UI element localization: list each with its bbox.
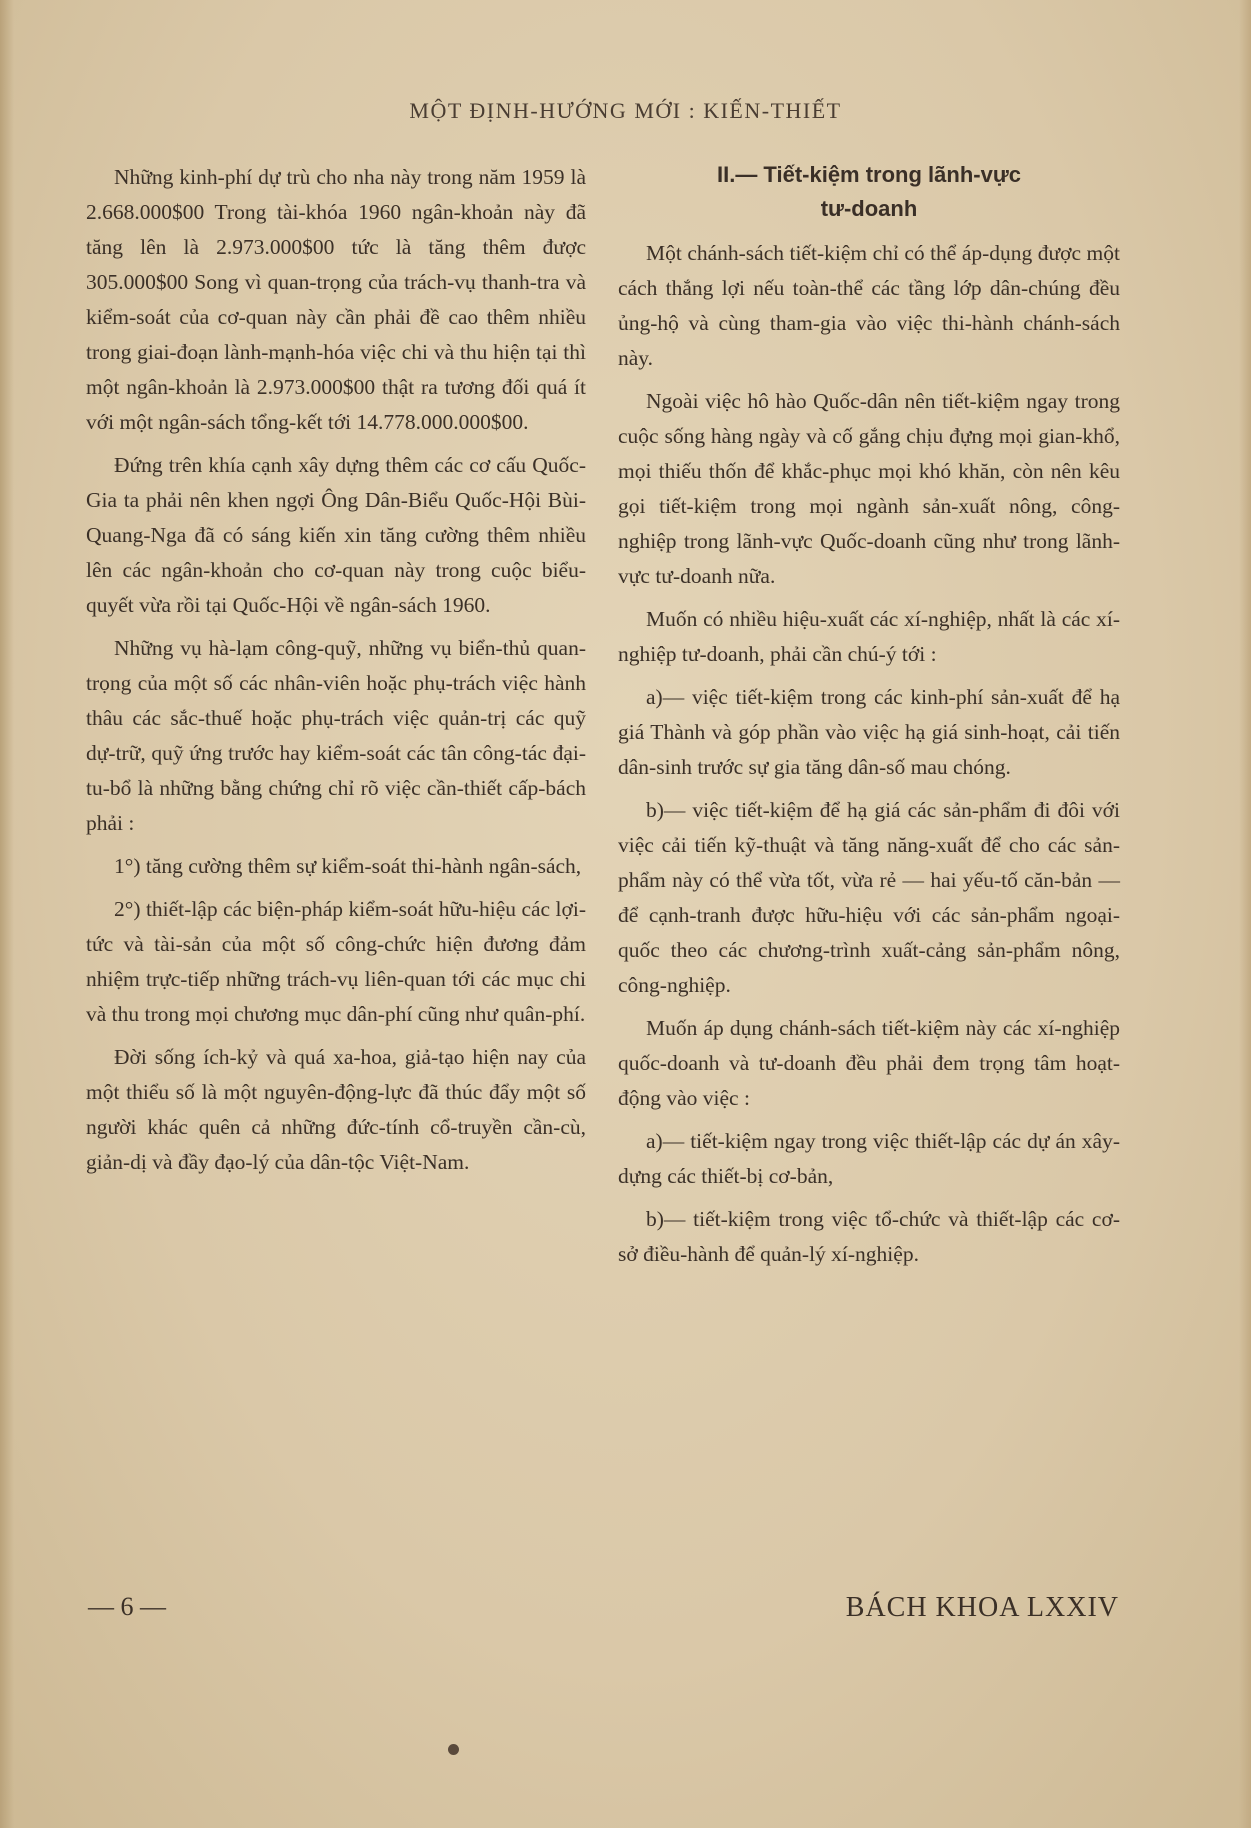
magazine-title: BÁCH KHOA LXXIV [845,1592,1119,1623]
paragraph: Đứng trên khía cạnh xây dựng thêm các cơ cấu Quốc-Gia ta phải nên khen ngợi Ông Dân-Biểu Quốc-Hội Bùi-Quang-Nga đã có sáng kiến xin tăng cường thêm nhiều lên các ngân-khoản cho cơ-quan này trong cuộc biểu-quyết vừa rồi tại Quốc-Hội về ngân-sách 1960. [86,453,586,617]
paragraph: Ngoài việc hô hào Quốc-dân nên tiết-kiệm ngay trong cuộc sống hàng ngày và cố gắng chịu đựng mọi gian-khổ, mọi thiếu thốn để khắc-phục mọi khó khăn, còn nên kêu gọi tiết-kiệm trong mọi ngành sản-xuất nông, công-nghiệp trong lãnh-vực Quốc-doanh cũng như trong lãnh-vực tư-doanh nữa. [618,389,1120,588]
paragraph: Muốn áp dụng chánh-sách tiết-kiệm này các xí-nghiệp quốc-doanh và tư-doanh đều phải đem trọng tâm hoạt-động vào việc : [618,1016,1120,1110]
running-header: MỘT ĐỊNH-HƯỚNG MỚI : KIẾN-THIẾT [409,98,842,123]
right-column [618,158,1120,1280]
section-heading [618,158,1120,226]
paragraph: Một chánh-sách tiết-kiệm chỉ có thể áp-dụng được một cách thắng lợi nếu toàn-thể các tầng lớp dân-chúng đều ủng-hộ và cùng tham-gia vào việc thi-hành chánh-sách này. [618,241,1120,370]
section-heading-line: tư-doanh [820,196,918,221]
ink-dot [448,1744,459,1755]
paragraph: 1°) tăng cường thêm sự kiểm-soát thi-hành ngân-sách, [114,854,582,878]
section-heading-line: II.— Tiết-kiệm trong lãnh-vực [716,162,1021,187]
left-column [86,160,586,1188]
paragraph: b)— việc tiết-kiệm để hạ giá các sản-phẩm đi đôi với việc cải tiến kỹ-thuật và tăng năng-xuất để cho các sản-phẩm này có thể vừa tốt, vừa rẻ — hai yếu-tố căn-bản — để cạnh-tranh được hữu-hiệu với các sản-phẩm ngoại-quốc theo các chương-trình xuất-cảng sản-phẩm nông, công-nghiệp. [618,798,1120,997]
paragraph: Những kinh-phí dự trù cho nha này trong năm 1959 là 2.668.000$00 Trong tài-khóa 1960 ngân-khoản này đã tăng lên là 2.973.000$00 tức là tăng thêm được 305.000$00 Song vì quan-trọng của trách-vụ thanh-tra và kiểm-soát của cơ-quan này cần phải đề cao thêm nhiều trong giai-đoạn lành-mạnh-hóa việc chi và thu hiện tại thì một ngân-khoản là 2.973.000$00 thật ra tương đối quá ít với một ngân-sách tổng-kết tới 14.778.000.000$00. [86,165,586,434]
paragraph: Đời sống ích-kỷ và quá xa-hoa, giả-tạo hiện nay của một thiểu số là một nguyên-động-lực đã thúc đẩy một số người khác quên cả những đức-tính cổ-truyền cần-cù, giản-dị và đầy đạo-lý của dân-tộc Việt-Nam. [86,1045,586,1174]
paragraph: a)— tiết-kiệm ngay trong việc thiết-lập các dự án xây-dựng các thiết-bị cơ-bản, [618,1129,1120,1188]
paragraph: Những vụ hà-lạm công-quỹ, những vụ biển-thủ quan-trọng của một số các nhân-viên hoặc phụ-trách việc hành thâu các sắc-thuế hoặc phụ-trách việc quản-trị các quỹ dự-trữ, quỹ ứng trước hay kiểm-soát các tân công-tác đại-tu-bổ là những bằng chứng chỉ rõ việc cần-thiết cấp-bách phải : [86,636,586,835]
paragraph: a)— việc tiết-kiệm trong các kinh-phí sản-xuất để hạ giá Thành và góp phần vào việc hạ giá sinh-hoạt, cải tiến dân-sinh trước sự gia tăng dân-số mau chóng. [618,685,1120,779]
paragraph: b)— tiết-kiệm trong việc tổ-chức và thiết-lập các cơ-sở điều-hành để quản-lý xí-nghiệp. [618,1207,1120,1266]
paragraph: Muốn có nhiều hiệu-xuất các xí-nghiệp, nhất là các xí-nghiệp tư-doanh, phải cần chú-ý tới : [618,607,1120,666]
paragraph: 2°) thiết-lập các biện-pháp kiểm-soát hữu-hiệu các lợi-tức và tài-sản của một số công-chức hiện đương đảm nhiệm trực-tiếp những trách-vụ liên-quan tới các mục chi và thu trong mọi chương mục dân-phí cũng như quân-phí. [86,897,586,1026]
page-number: — 6 — [88,1592,166,1621]
